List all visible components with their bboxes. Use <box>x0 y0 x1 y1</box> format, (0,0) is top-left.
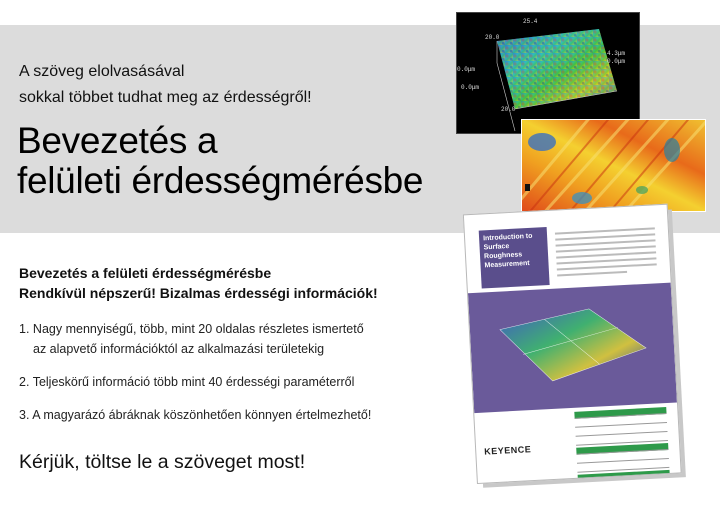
hero-intro <box>19 59 312 111</box>
info-section <box>19 263 459 438</box>
page-title-line-1: Bevezetés a <box>17 120 218 161</box>
brochure-page <box>463 204 682 484</box>
axis-label-z-right-2: 0.0μm <box>607 58 626 65</box>
page-title <box>17 121 423 201</box>
section-heading <box>19 263 459 303</box>
surface-3d-image <box>456 12 640 134</box>
section-heading-line-1: Bevezetés a felületi érdességmérésbe <box>19 265 272 281</box>
axis-label-z-max: 25.4 <box>523 18 538 25</box>
brochure-purple-band <box>468 283 677 413</box>
axis-label-z-right: 4.3μm <box>607 50 626 57</box>
list-item-text: Nagy mennyiségű, több, mint 20 oldalas részletes ismertető <box>32 322 364 336</box>
surface-3d-graphic <box>457 13 639 133</box>
section-heading-line-2: Rendkívül népszerű! Bizalmas érdességi információk! <box>19 285 378 301</box>
list-item-text: A magyarázó ábráknak köszönhetően könnyen értelmezhető! <box>32 408 372 422</box>
feature-list <box>19 319 459 425</box>
list-item-number: 2. <box>19 375 30 389</box>
list-item <box>19 405 459 425</box>
list-item <box>19 372 459 392</box>
roughness-color-map-graphic <box>522 120 705 211</box>
list-item-number: 1. <box>19 322 30 336</box>
axis-label-x-origin: 0.0μm <box>461 84 480 91</box>
keyence-logo: KEYENCE <box>484 444 532 457</box>
brochure-toc <box>574 407 670 484</box>
axis-label-origin: 0.0μm <box>457 66 476 73</box>
list-item-text: Teljeskörű információ több mint 40 érdességi paraméterről <box>32 375 355 389</box>
list-item <box>19 319 459 359</box>
brochure-surface-graphic <box>468 283 677 413</box>
list-item-number: 3. <box>19 408 30 422</box>
brochure-cover-image <box>463 202 714 494</box>
hero-intro-line-2: sokkal többet tudhat meg az érdességről! <box>19 89 312 106</box>
axis-label-x-mid: 20.0 <box>501 106 516 113</box>
brochure-text-lines <box>555 227 657 280</box>
hero-intro-line-1: A szöveg elolvasásával <box>19 63 185 80</box>
axis-label-y-mid: 20.0 <box>485 34 500 41</box>
brochure-cover-title: Introduction to Surface Roughness Measurement <box>479 227 550 288</box>
download-call-to-action[interactable]: Kérjük, töltse le a szöveget most! <box>19 451 306 473</box>
roughness-color-map-image <box>521 119 706 212</box>
list-item-text-continued: az alapvető információktól az alkalmazási területekig <box>33 342 325 356</box>
page-title-line-2: felületi érdességmérésbe <box>17 160 424 201</box>
